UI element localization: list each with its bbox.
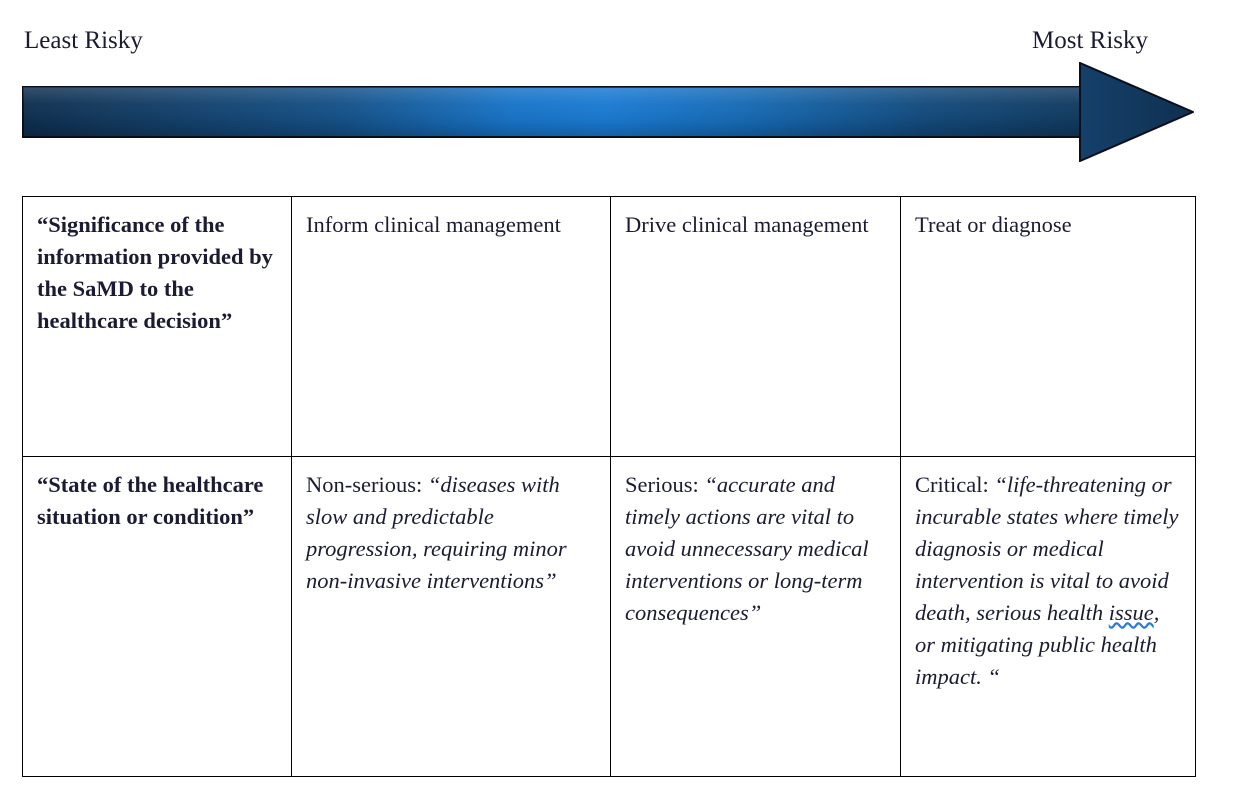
- cell-state-critical: [901, 457, 1196, 777]
- cell-significance-drive: Drive clinical management: [611, 197, 901, 457]
- samd-risk-categorization-table: [22, 196, 1196, 777]
- cell-significance-treat: Treat or diagnose: [901, 197, 1196, 457]
- cell-label-serious: Serious:: [625, 472, 705, 497]
- cell-quote-serious: “accurate and timely actions are vital to avoid unnecessary medical interventions or long-term consequences”: [625, 472, 869, 625]
- cell-state-non-serious: [292, 457, 611, 777]
- cell-quote-critical-part1: “life-threatening or incurable states where timely diagnosis or medical intervention is vital to avoid death, serious health: [915, 472, 1179, 625]
- most-risky-label: Most Risky: [1031, 27, 1148, 54]
- cell-quote-non-serious: “diseases with slow and predictable progression, requiring minor non-invasive interventions”: [306, 472, 567, 593]
- cell-quote-critical-part2: , or mitigating public health impact. “: [915, 599, 1160, 689]
- spellcheck-flagged-word[interactable]: issue: [1108, 599, 1154, 625]
- risk-scale-section: [0, 0, 1248, 175]
- row-header-significance: “Significance of the information provided by the SaMD to the healthcare decision”: [23, 197, 292, 457]
- cell-label-critical: Critical:: [915, 472, 995, 497]
- cell-label-non-serious: Non-serious:: [306, 472, 428, 497]
- row-header-state: “State of the healthcare situation or condition”: [23, 457, 292, 777]
- least-risky-label: Least Risky: [24, 27, 143, 54]
- table-row: [23, 457, 1196, 777]
- risk-gradient-arrow-icon: [22, 62, 1194, 162]
- cell-state-serious: [611, 457, 901, 777]
- cell-significance-inform: Inform clinical management: [292, 197, 611, 457]
- table-row: [23, 197, 1196, 457]
